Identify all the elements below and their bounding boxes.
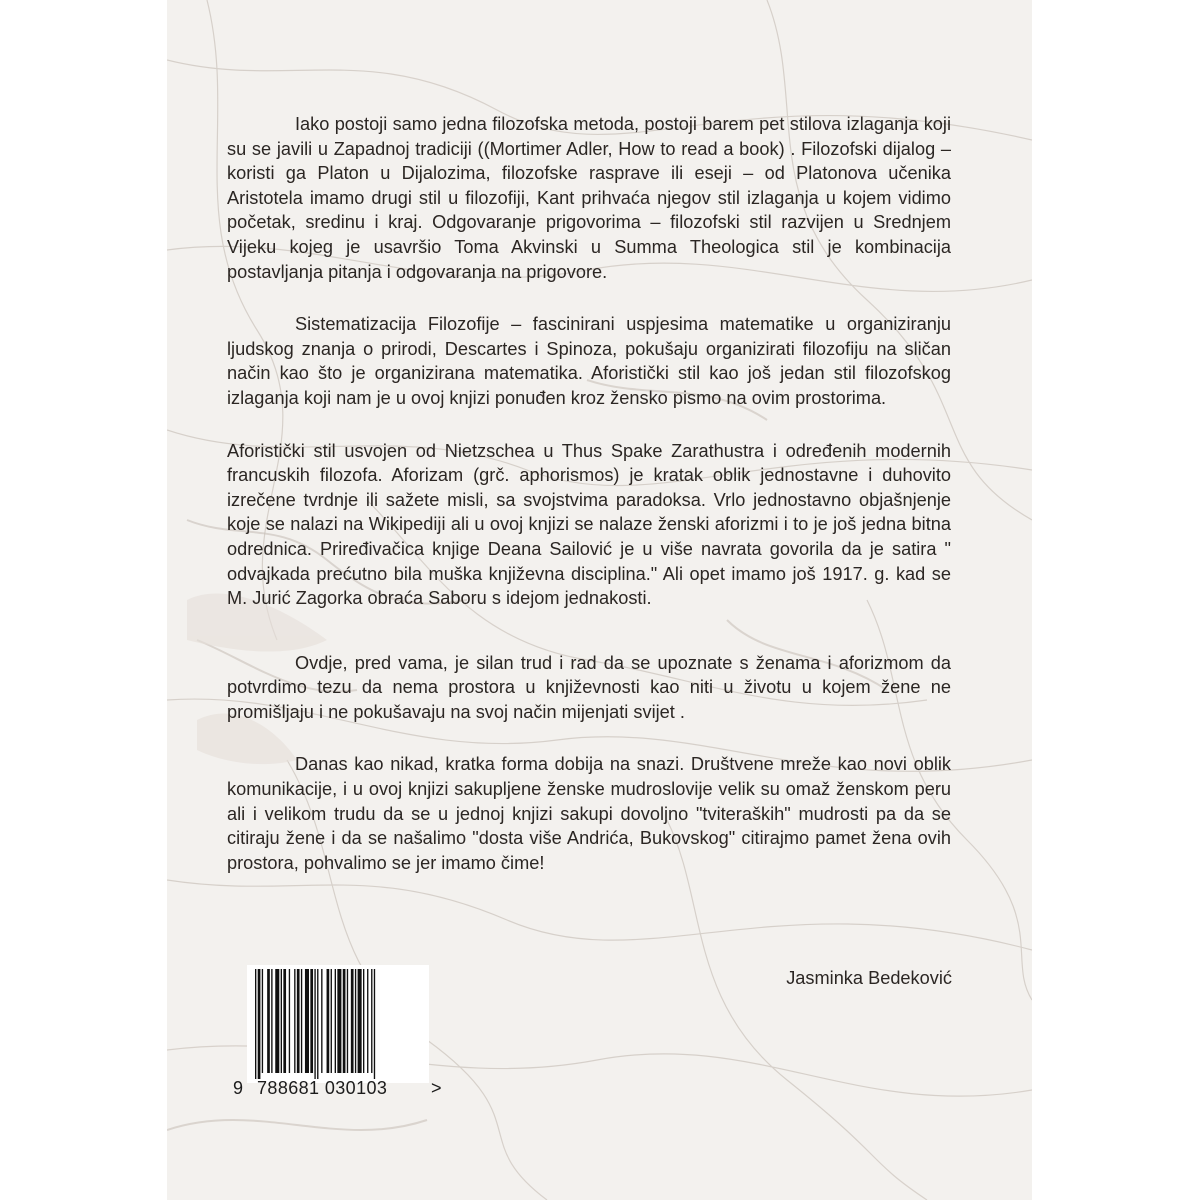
barcode-bar (331, 969, 332, 1073)
barcode-bar (327, 969, 330, 1073)
barcode-bar (275, 969, 279, 1073)
isbn-barcode (229, 965, 449, 1103)
barcode-bar (305, 969, 309, 1073)
isbn-digits: 788681 030103 (257, 1078, 388, 1098)
foreword-text (227, 112, 951, 875)
barcode-bar (337, 969, 341, 1073)
isbn-arrow: > (431, 1078, 442, 1098)
paragraph-aphoristic-style: Aforistički stil usvojen od Nietzschea u Thus Spake Zarathustra i određenih modernih francuskih filozofa. Aforizam (grč. aphorismos) je kratak oblik jednostavne i duhovito izrečene tvrdnje ili sažete misli, sa svojstvima paradoksa. Vrlo jednostavno objašnjenje koje se nalazi na Wikipediji ali u ovoj knjizi se nalaze ženski aforizmi i to je još jedna bitna odrednica. Priređivačica knjige Deana Sailović je u više navrata govorila da je satira " odvajkada prećutno bila muška književna disciplina." Ali opet imamo još 1917. g. kad se M. Jurić Zagorka obraća Saboru s idejom jednakosti. (227, 440, 951, 609)
barcode-bar (255, 969, 256, 1079)
barcode-bars (253, 969, 423, 1079)
barcode-bar (283, 969, 286, 1073)
barcode-bar (321, 969, 322, 1073)
barcode-bar (367, 969, 368, 1073)
isbn-number (229, 1078, 449, 1104)
barcode-bar (317, 969, 318, 1079)
barcode-bar (301, 969, 302, 1073)
barcode-bar (335, 969, 336, 1073)
isbn-first-digit: 9 (233, 1078, 244, 1098)
author-signature: Jasminka Bedeković (786, 968, 952, 988)
paragraph-systematization: Sistematizacija Filozofije – fascinirani uspjesima matematike u organiziranju ljudskog znanja o prirodi, Descartes i Spinoza, pokušaju organizirati filozofiju na sličan način kao što je organizirana matematika. Aforistički stil kao još jedan stil filozofskog izlaganja koji nam je u ovoj knjizi ponuđen kroz žensko pismo na ovim prostorima. (227, 314, 951, 408)
barcode-bar (351, 969, 354, 1073)
paragraph-philosophy-styles: Iako postoji samo jedna filozofska metoda, postoji barem pet stilova izlaganja koji su se javili u Zapadnoj tradiciji ((Mortimer Adler, How to read a book) . Filozofski dijalog – koristi ga Platon u Dijalozima, filozofske rasprave ili eseji – od Platonova učenika Aristotela imamo drugi stil u filozofiji, Kant prihvaća njegov stil izlaganja u kojem vidimo početak, sredinu i kraj. Odgovaranje prigovorima – filozofski stil razvijen u Srednjem Vijeku kojeg je usavršio Toma Akvinski u Summa Theologica stil je kombinacija postavljanja pitanja i odgovaranja na prigovore. (227, 114, 951, 282)
paragraph-short-form: Danas kao nikad, kratka forma dobija na snazi. Društvene mreže kao novi oblik komunikacije, i u ovoj knjizi sakupljene ženske mudroslovije velik su omaž ženskom peru ali i velikom trudu da se u jednoj knjizi sakupi dovoljno "tviteraških" mudrosti pa da se citiraju žene i da se našalimo "dosta više Andrića, Bukovskog" citirajmo pamet žena ovih prostora, pohvalimo se jer imamo čime! (227, 754, 951, 873)
paragraph-women-and-aphorism: Ovdje, pred vama, je silan trud i rad da se upoznate s ženama i aforizmom da potvrdimo tezu da nema prostora u književnosti kao niti u životu u kojem žene ne promišljaju i ne pokušavaju na svoj način mijenjati svijet . (227, 652, 951, 722)
barcode-bar (289, 969, 290, 1073)
barcode-bar (314, 969, 315, 1079)
barcode-bar (258, 969, 261, 1079)
barcode-bar (281, 969, 282, 1073)
barcode-bar (358, 969, 362, 1073)
barcode-bar (374, 969, 375, 1079)
barcode-bar (363, 969, 364, 1073)
barcode-bar (271, 969, 272, 1073)
barcode-bar (297, 969, 300, 1073)
barcode-bar (310, 969, 313, 1073)
barcode-bar (294, 969, 295, 1073)
barcode-bar (371, 969, 372, 1073)
barcode-bar (262, 969, 263, 1073)
barcode-bar (343, 969, 346, 1073)
barcode-bar (267, 969, 270, 1073)
barcode-bar (355, 969, 356, 1073)
book-back-cover (167, 0, 1032, 1200)
barcode-bar (347, 969, 348, 1073)
